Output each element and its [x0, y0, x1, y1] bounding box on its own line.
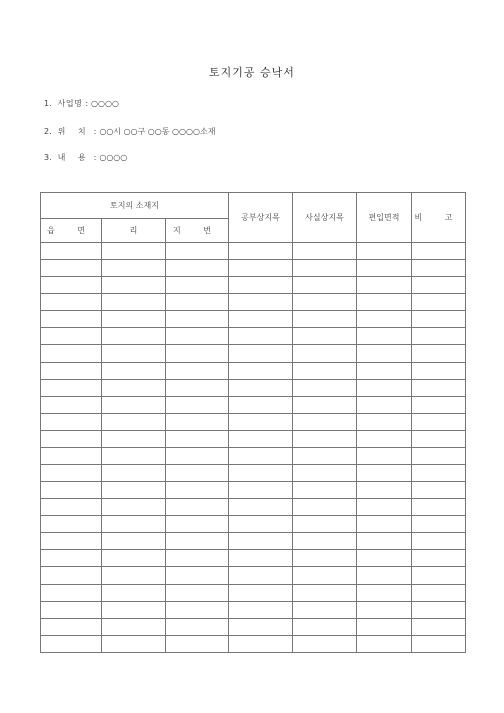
table-cell	[102, 447, 166, 464]
table-cell	[293, 243, 357, 260]
document-title: 토지기공 승낙서	[209, 66, 295, 79]
table-cell	[357, 413, 412, 430]
table-cell	[166, 482, 229, 499]
table-cell	[357, 294, 412, 311]
table-cell	[41, 482, 102, 499]
table-cell	[102, 482, 166, 499]
table-row	[41, 277, 466, 294]
table-cell	[357, 277, 412, 294]
table-cell	[293, 379, 357, 396]
table-row	[41, 396, 466, 413]
table-cell	[293, 635, 357, 652]
table-cell	[166, 567, 229, 584]
table-cell	[229, 379, 293, 396]
table-cell	[412, 533, 466, 550]
table-cell	[102, 635, 166, 652]
table-cell	[229, 533, 293, 550]
table-cell	[41, 362, 102, 379]
table-cell	[166, 362, 229, 379]
table-cell	[102, 243, 166, 260]
table-cell	[229, 294, 293, 311]
info-label: 사업명	[57, 99, 83, 108]
table-cell	[102, 601, 166, 618]
table-cell	[166, 499, 229, 516]
table-cell	[166, 413, 229, 430]
table-row	[41, 516, 466, 533]
table-cell	[41, 243, 102, 260]
table-cell	[293, 533, 357, 550]
table-cell	[102, 567, 166, 584]
table-cell	[102, 311, 166, 328]
table-cell	[166, 635, 229, 652]
table-cell	[412, 601, 466, 618]
header-incorporated-area: 편입면적	[357, 193, 412, 243]
table-cell	[41, 260, 102, 277]
table-cell	[293, 618, 357, 635]
table-cell	[166, 345, 229, 362]
table-cell	[357, 396, 412, 413]
table-cell	[41, 430, 102, 447]
table-row	[41, 311, 466, 328]
table-cell	[412, 482, 466, 499]
table-cell	[102, 328, 166, 345]
table-cell	[102, 618, 166, 635]
table-cell	[412, 447, 466, 464]
table-cell	[102, 379, 166, 396]
table-cell	[229, 277, 293, 294]
table-cell	[293, 311, 357, 328]
table-cell	[412, 379, 466, 396]
table-cell	[41, 584, 102, 601]
table-cell	[293, 430, 357, 447]
table-cell	[412, 499, 466, 516]
table-cell	[166, 396, 229, 413]
table-cell	[166, 430, 229, 447]
table-cell	[41, 618, 102, 635]
table-cell	[229, 618, 293, 635]
table-cell	[412, 635, 466, 652]
table-cell	[412, 243, 466, 260]
table-cell	[357, 379, 412, 396]
table-cell	[412, 516, 466, 533]
table-body	[41, 243, 466, 653]
table-cell	[357, 635, 412, 652]
table-cell	[229, 601, 293, 618]
table-cell	[102, 499, 166, 516]
table-cell	[293, 465, 357, 482]
table-cell	[357, 243, 412, 260]
table-cell	[229, 396, 293, 413]
table-cell	[229, 362, 293, 379]
header-actual-land-category: 사실상지목	[293, 193, 357, 243]
table-cell	[41, 379, 102, 396]
table-cell	[412, 294, 466, 311]
table-cell	[357, 482, 412, 499]
table-row	[41, 635, 466, 652]
header-eup-myeon: 읍 면	[41, 219, 102, 243]
table-cell	[357, 465, 412, 482]
table-cell	[102, 584, 166, 601]
table-cell	[293, 499, 357, 516]
table-cell	[166, 277, 229, 294]
table-cell	[102, 260, 166, 277]
info-value: ○○○○	[99, 153, 128, 162]
table-cell	[102, 294, 166, 311]
table-cell	[229, 465, 293, 482]
table-cell	[41, 499, 102, 516]
table-cell	[102, 533, 166, 550]
table-cell	[166, 311, 229, 328]
table-row	[41, 584, 466, 601]
info-line-content	[44, 152, 127, 163]
table-cell	[293, 584, 357, 601]
table-cell	[41, 601, 102, 618]
header-land-location: 토지의 소재지	[41, 193, 229, 219]
table-cell	[412, 311, 466, 328]
table-cell	[357, 328, 412, 345]
table-cell	[229, 584, 293, 601]
table-cell	[41, 447, 102, 464]
table-cell	[102, 413, 166, 430]
table-cell	[293, 277, 357, 294]
table-cell	[229, 567, 293, 584]
table-cell	[229, 550, 293, 567]
table-cell	[357, 362, 412, 379]
table-cell	[229, 635, 293, 652]
info-number: 3.	[44, 153, 52, 162]
info-number: 2.	[44, 127, 52, 136]
table-cell	[357, 550, 412, 567]
table-cell	[41, 294, 102, 311]
table-row	[41, 260, 466, 277]
table-cell	[229, 430, 293, 447]
table-cell	[166, 601, 229, 618]
table-cell	[166, 379, 229, 396]
table-cell	[357, 516, 412, 533]
table-cell	[412, 413, 466, 430]
info-value: ○○시 ○○구 ○○동 ○○○○소재	[99, 127, 216, 136]
header-remarks: 비 고	[412, 193, 466, 243]
table-cell	[102, 345, 166, 362]
table-row	[41, 328, 466, 345]
table-cell	[41, 396, 102, 413]
table-cell	[41, 550, 102, 567]
table-cell	[293, 396, 357, 413]
table-cell	[166, 294, 229, 311]
table-cell	[41, 345, 102, 362]
table-row	[41, 533, 466, 550]
table-cell	[412, 618, 466, 635]
table-cell	[166, 328, 229, 345]
table-row	[41, 465, 466, 482]
info-value: ○○○○	[91, 99, 119, 108]
table-cell	[229, 447, 293, 464]
table-cell	[41, 311, 102, 328]
table-cell	[166, 550, 229, 567]
table-row	[41, 482, 466, 499]
table-cell	[102, 430, 166, 447]
table-cell	[41, 413, 102, 430]
table-cell	[293, 294, 357, 311]
table-row	[41, 379, 466, 396]
table-cell	[229, 516, 293, 533]
info-separator: :	[93, 127, 97, 136]
table-cell	[357, 533, 412, 550]
table-cell	[166, 618, 229, 635]
table-cell	[357, 618, 412, 635]
table-cell	[41, 465, 102, 482]
table-cell	[357, 567, 412, 584]
table-cell	[293, 550, 357, 567]
table-cell	[293, 601, 357, 618]
table-cell	[41, 277, 102, 294]
table-cell	[293, 413, 357, 430]
table-cell	[229, 260, 293, 277]
table-cell	[293, 362, 357, 379]
table-row	[41, 243, 466, 260]
table-row	[41, 618, 466, 635]
info-separator: :	[93, 153, 97, 162]
table-cell	[357, 584, 412, 601]
header-official-land-category: 공부상지목	[229, 193, 293, 243]
table-cell	[102, 277, 166, 294]
table-row	[41, 567, 466, 584]
table-cell	[357, 499, 412, 516]
table-cell	[412, 277, 466, 294]
table-cell	[293, 260, 357, 277]
table-cell	[412, 362, 466, 379]
table-cell	[293, 345, 357, 362]
table-row	[41, 499, 466, 516]
table-cell	[166, 584, 229, 601]
table-cell	[102, 550, 166, 567]
table-cell	[41, 635, 102, 652]
table-cell	[412, 260, 466, 277]
table-cell	[357, 447, 412, 464]
table-cell	[412, 567, 466, 584]
info-label: 위 치	[57, 127, 91, 136]
table-cell	[229, 482, 293, 499]
table-row	[41, 345, 466, 362]
table-cell	[357, 311, 412, 328]
table-cell	[229, 328, 293, 345]
table-cell	[102, 465, 166, 482]
table-cell	[357, 260, 412, 277]
table-cell	[293, 447, 357, 464]
table-cell	[412, 465, 466, 482]
table-cell	[229, 243, 293, 260]
table-cell	[102, 396, 166, 413]
table-cell	[412, 345, 466, 362]
table-cell	[412, 550, 466, 567]
table-cell	[41, 533, 102, 550]
table-row	[41, 447, 466, 464]
table-cell	[41, 516, 102, 533]
table-row	[41, 362, 466, 379]
table-row	[41, 601, 466, 618]
table-cell	[102, 516, 166, 533]
table-cell	[229, 345, 293, 362]
table-cell	[166, 465, 229, 482]
table-row	[41, 430, 466, 447]
table-row	[41, 294, 466, 311]
table-cell	[229, 311, 293, 328]
table-row	[41, 550, 466, 567]
info-label: 내 용	[57, 153, 91, 162]
table-cell	[229, 413, 293, 430]
info-separator: :	[85, 99, 89, 108]
table-cell	[166, 533, 229, 550]
table-cell	[412, 584, 466, 601]
table-cell	[41, 328, 102, 345]
table-row	[41, 413, 466, 430]
table-cell	[166, 516, 229, 533]
table-cell	[166, 447, 229, 464]
table-cell	[293, 567, 357, 584]
table-cell	[357, 430, 412, 447]
table-cell	[412, 430, 466, 447]
table-cell	[166, 260, 229, 277]
header-lot-number: 지 번	[166, 219, 229, 243]
table-cell	[229, 499, 293, 516]
table-cell	[293, 516, 357, 533]
table-cell	[41, 567, 102, 584]
info-line-project	[44, 98, 119, 109]
land-consent-table	[40, 192, 466, 653]
table-cell	[412, 328, 466, 345]
header-ri: 리	[102, 219, 166, 243]
table-cell	[102, 362, 166, 379]
info-line-location	[44, 126, 215, 137]
table-cell	[166, 243, 229, 260]
table-cell	[412, 396, 466, 413]
table-cell	[293, 328, 357, 345]
table-cell	[357, 601, 412, 618]
info-number: 1.	[44, 99, 52, 108]
table-cell	[357, 345, 412, 362]
table-cell	[293, 482, 357, 499]
